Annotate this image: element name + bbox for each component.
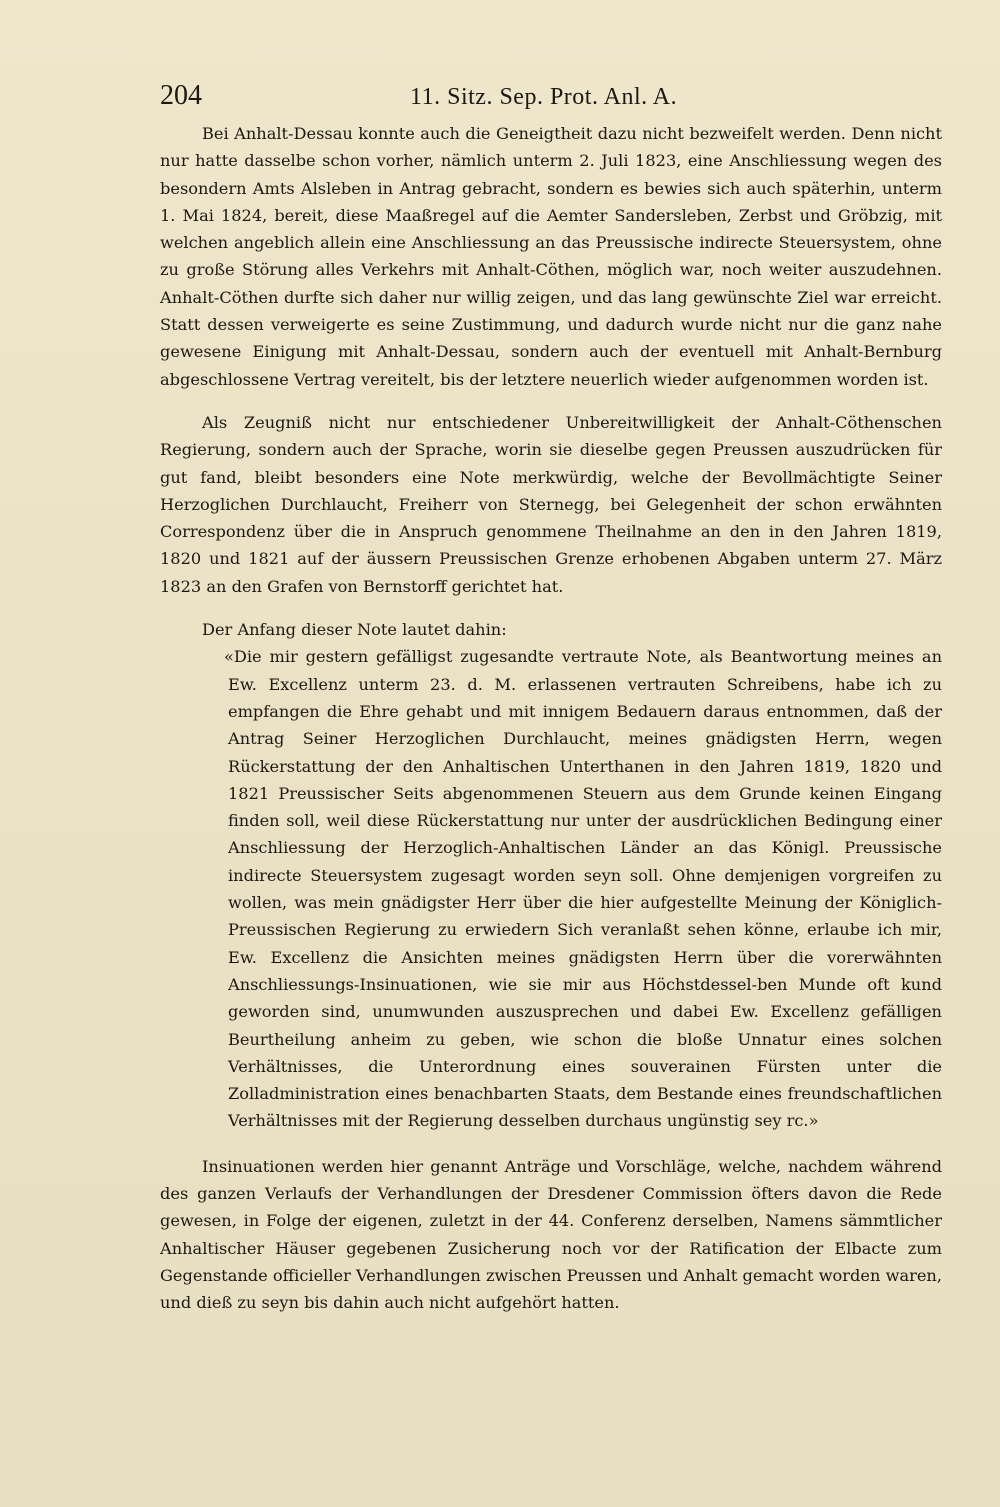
- paragraph-3: Der Anfang dieser Note lautet dahin:: [202, 620, 507, 640]
- page-header: [160, 78, 940, 118]
- page-body: [160, 120, 942, 1316]
- paragraph-1: Bei Anhalt-Dessau konnte auch die Geneigtheit dazu nicht bezweifelt werden. Denn nicht nur hatte dasselbe schon vorher, nämlich unterm 2. Juli 1823, eine Anschliessung wegen des besondern Amts Alsleben in Antrag gebracht, sondern es bewies sich auch späterhin, unterm 1. Mai 1824, bereit, diese Maaßregel auf die Aemter Sandersleben, Zerbst und Gröbzig, mit welchen angeblich allein eine Anschliessung an das Preussische indirecte Steuersystem, ohne zu große Störung alles Verkehrs mit Anhalt-Cöthen, möglich war, noch weiter auszudehnen. Anhalt-Cöthen durfte sich daher nur willig zeigen, und das lang gewünschte Ziel war erreicht. Statt dessen verweigerte es seine Zustimmung, und dadurch wurde nicht nur die ganz nahe gewesene Einigung mit Anhalt-Dessau, sondern auch der eventuell mit Anhalt-Bernburg abgeschlossene Vertrag vereitelt, bis der letztere neuerlich wieder aufgenommen worden ist.: [160, 124, 942, 389]
- running-head: 11. Sitz. Sep. Prot. Anl. A.: [410, 84, 678, 110]
- quoted-note: «Die mir gestern gefälligst zugesandte vertraute Note, als Beantwortung meines an Ew. Excellenz unterm 23. d. M. erlassenen vertrauten Schreibens, habe ich zu empfangen die Ehre gehabt und mit innigem Bedauern daraus entnommen, daß der Antrag Seiner Herzoglichen Durchlaucht, meines gnädigsten Herrn, wegen Rückerstattung der den Anhaltischen Unterthanen in den Jahren 1819, 1820 und 1821 Preussischer Seits abgenommenen Steuern aus dem Grunde keinen Eingang finden soll, weil diese Rückerstattung nur unter der ausdrücklichen Bedingung einer Anschliessung der Herzoglich-Anhaltischen Länder an das Königl. Preussische indirecte Steuersystem zugesagt worden seyn soll. Ohne demjenigen vorgreifen zu wollen, was mein gnädigster Herr über die hier aufgestellte Meinung der Königlich-Preussischen Regierung zu erwiedern Sich veranlaßt sehen könne, erlaube ich mir, Ew. Excellenz die Ansichten meines gnädigsten Herrn über die vorerwähnten Anschliessungs-Insinuationen, wie sie mir aus Höchstdessel-ben Munde oft kund geworden sind, unumwunden auszusprechen und dabei Ew. Excellenz gefälligen Beurtheilung anheim zu geben, wie schon die bloße Unnatur eines solchen Verhältnisses, die Unterordnung eines souverainen Fürsten unter die Zolladministration eines benachbarten Staats, dem Bestande eines freundschaftlichen Verhältnisses mit der Regierung desselben durchaus ungünstig sey rc.»: [224, 647, 942, 1131]
- page-number: 204: [160, 80, 202, 111]
- paragraph-4: Insinuationen werden hier genannt Anträge und Vorschläge, welche, nachdem während des ganzen Verlaufs der Verhandlungen der Dresdener Commission öfters davon die Rede gewesen, in Folge der eigenen, zuletzt in der 44. Conferenz derselben, Namens sämmtlicher Anhaltischer Häuser gegebenen Zusicherung noch vor der Ratification der Elbacte zum Gegenstande officieller Verhandlungen zwischen Preussen und Anhalt gemacht worden waren, und dieß zu seyn bis dahin auch nicht aufgehört hatten.: [160, 1156, 942, 1313]
- paragraph-2: Als Zeugniß nicht nur entschiedener Unbereitwilligkeit der Anhalt-Cöthenschen Regierung, sondern auch der Sprache, worin sie dieselbe gegen Preussen auszudrücken für gut fand, bleibt besonders eine Note merkwürdig, welche der Bevollmächtigte Seiner Herzoglichen Durchlaucht, Freiherr von Sternegg, bei Gelegenheit der schon erwähnten Correspondenz über die in Anspruch genommene Theilnahme an den in den Jahren 1819, 1820 und 1821 auf der äussern Preussischen Grenze erhobenen Abgaben unterm 27. März 1823 an den Grafen von Bernstorff gerichtet hat.: [160, 412, 942, 596]
